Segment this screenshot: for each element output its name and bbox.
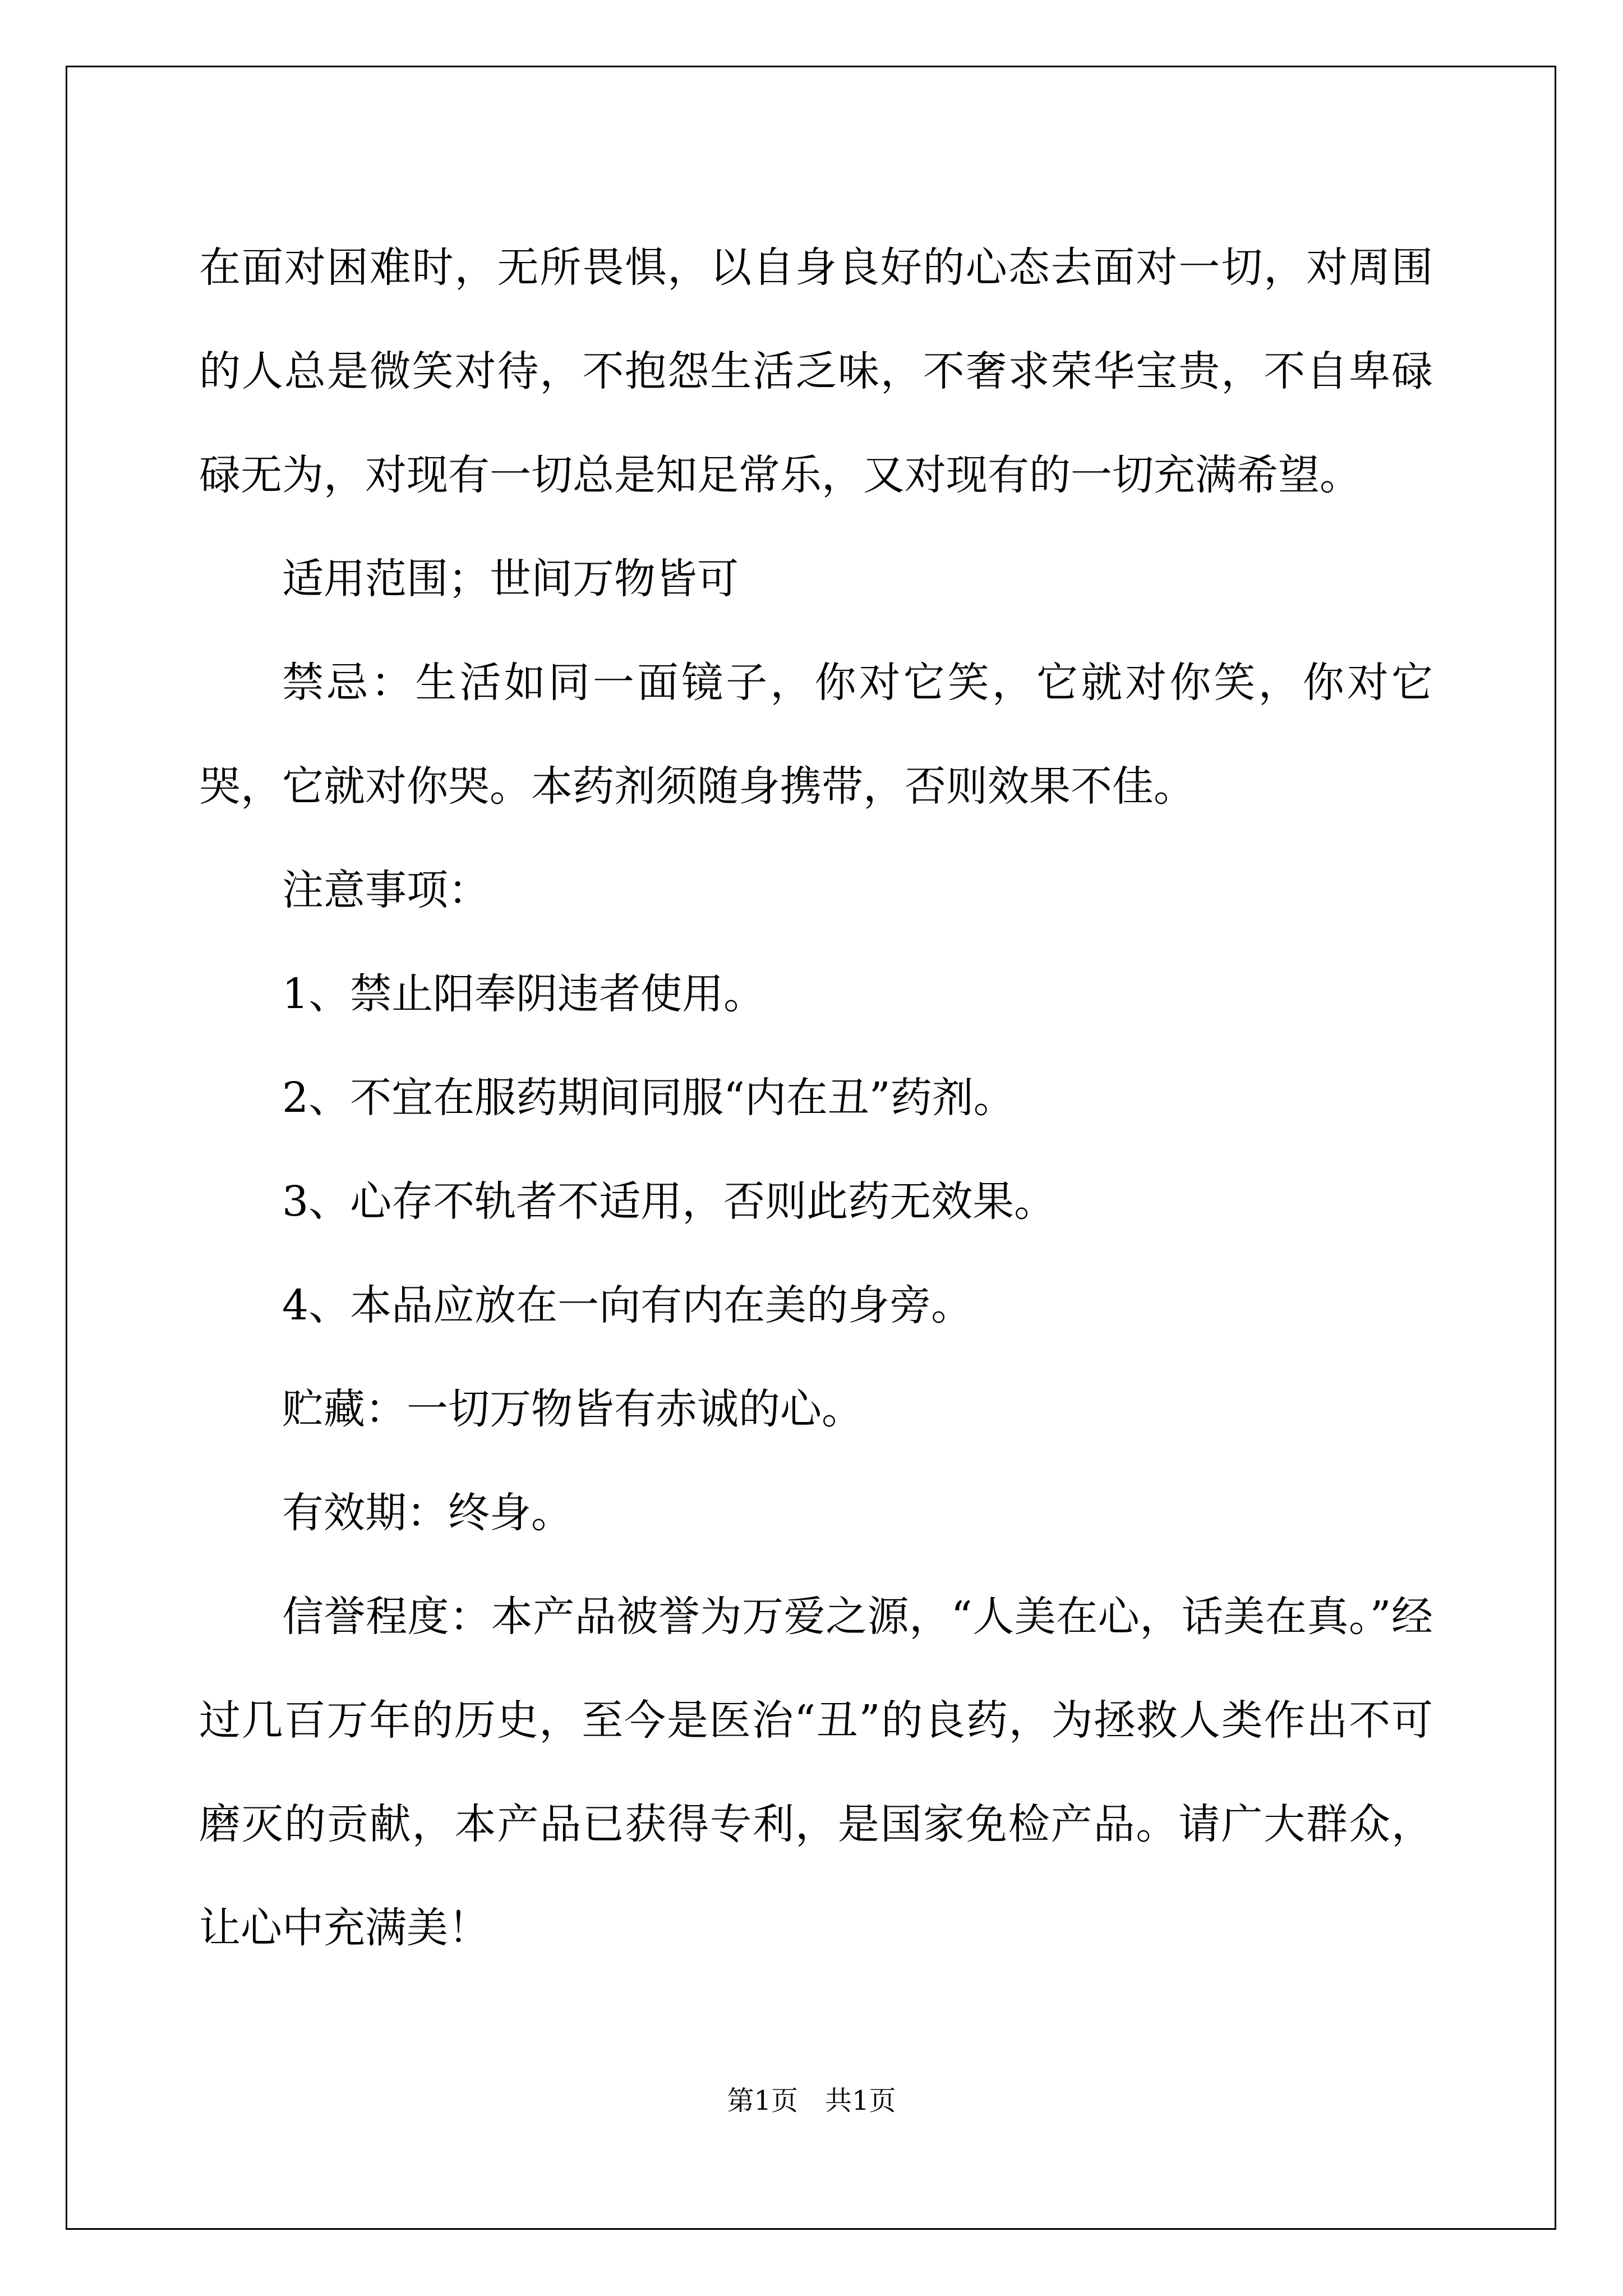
paragraph-notes-heading: 注意事项： [282,866,490,914]
paragraph-storage: 贮藏：一切万物皆有赤诚的心。 [282,1385,863,1433]
paragraph-taboo: 禁忌：生活如同一面镜子，你对它笑，它就对你笑，你对它哭，它就对你哭。本药剂须随身携带，否则效果不佳。 [199,659,1433,811]
list-item-3: 3、心存不轨者不适用，否则此药无效果。 [282,1177,1056,1226]
list-item-4: 4、本品应放在一向有内在美的身旁。 [282,1281,973,1329]
document-body [199,216,1433,1980]
paragraph-validity: 有效期：终身。 [282,1489,573,1537]
list-item-2: 2、不宜在服药期间同服“内在丑”药剂。 [282,1074,1015,1122]
paragraph-reputation: 信誉程度：本产品被誉为万爱之源，“人美在心，话美在真。”经过几百万年的历史，至今是医治“丑”的良药，为拯救人类作出不可磨灭的贡献，本产品已获得专利，是国家免检产品。请广大群众，让心中充满美！ [199,1593,1433,1952]
paragraph-1: 在面对困难时，无所畏惧，以自身良好的心态去面对一切，对周围的人总是微笑对待，不抱怨生活乏味，不奢求荣华宝贵，不自卑碌碌无为，对现有一切总是知足常乐，又对现有的一切充满希望。 [199,243,1433,499]
list-item-1: 1、禁止阳奉阴违者使用。 [282,970,766,1018]
page-footer: 第1页 共1页 [727,2085,896,2116]
paragraph-scope: 适用范围；世间万物皆可 [282,555,739,603]
